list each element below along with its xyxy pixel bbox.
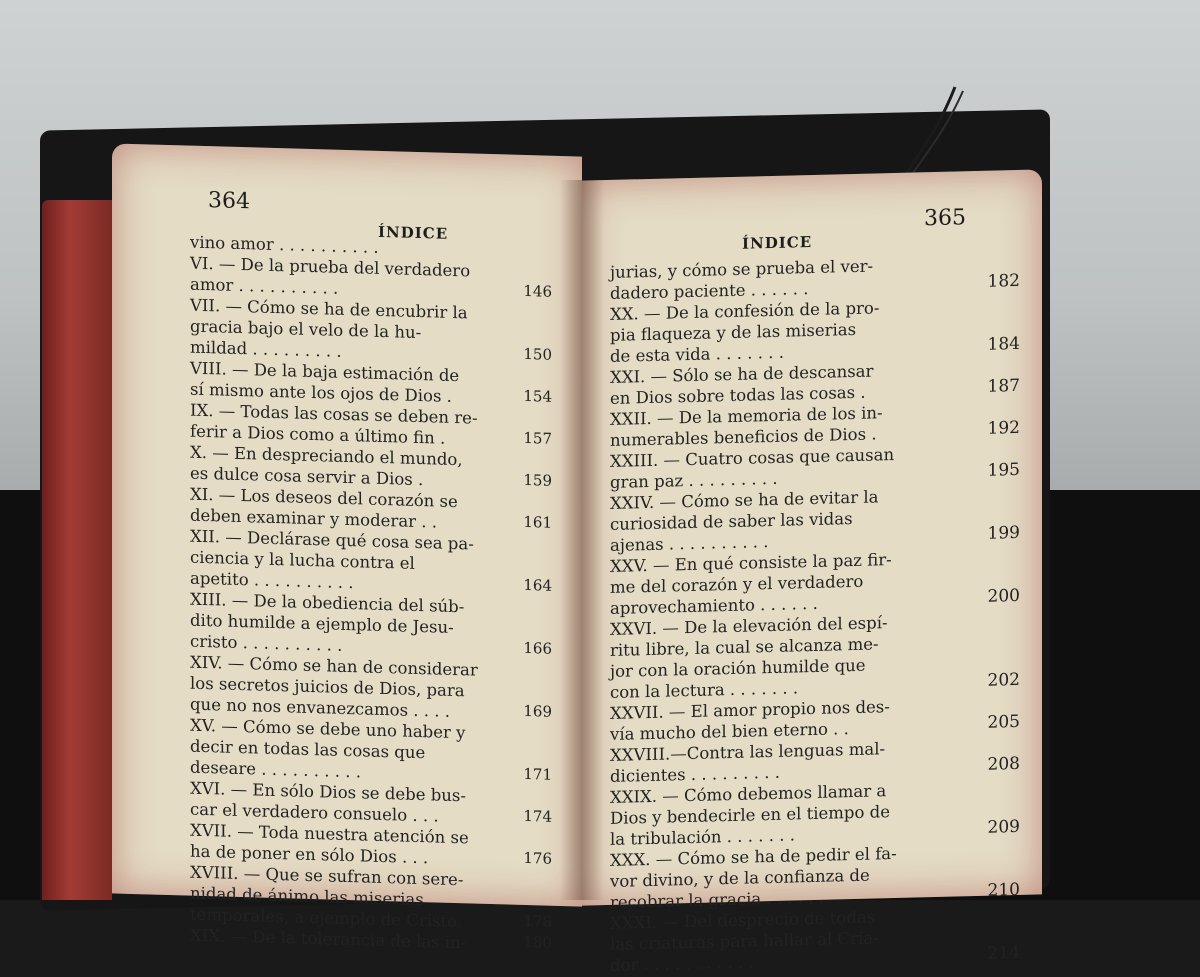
index-entry-line: amor . . . . . . . . . . (190, 274, 339, 298)
index-entry-line: XXVI. — De la elevación del espí- (610, 613, 888, 639)
index-entry-line: los secretos juicios de Dios, para (190, 673, 465, 701)
index-entry-page-number: 164 (523, 575, 552, 595)
index-entry-line: jor con la oración humilde que (610, 655, 866, 681)
index-entry-line: mildad . . . . . . . . . (190, 337, 342, 361)
index-entry-page-number: 178 (523, 911, 552, 931)
index-entry-line: XXII. — De la memoria de los in- (610, 403, 883, 429)
index-entry-line: ferir a Dios como a último fin . (190, 421, 446, 448)
index-entry-line: Dios y bendecirle en el tiempo de (610, 802, 891, 828)
index-entry-line: VIII. — De la baja estimación de (190, 358, 460, 386)
index-entry-line: decir en todas las cosas que (190, 736, 426, 763)
index-entry-line: XXXI. — Del desprecio de todas (610, 907, 876, 933)
index-entry (190, 715, 552, 788)
index-entry-page-number: 182 (987, 270, 1020, 292)
index-entry-line: pia flaqueza y de las miserias (610, 319, 857, 345)
index-entry-page-number: 214 (987, 942, 1020, 964)
index-entry-line: X. — En despreciando el mundo, (190, 442, 463, 470)
index-entry-line: sí mismo ante los ojos de Dios . (190, 379, 452, 406)
index-entry-page-number: 210 (987, 879, 1020, 901)
index-entry (610, 546, 1020, 619)
index-entry (190, 526, 552, 599)
index-entry-page-number: 180 (523, 932, 552, 952)
index-entry-line: ha de poner en sólo Dios . . . (190, 841, 429, 868)
index-entry-page-number: 199 (987, 522, 1020, 544)
index-entry-line: en Dios sobre todas las cosas . (610, 382, 866, 408)
index-entry-line: deben examinar y moderar . . (190, 505, 438, 532)
index-entry-line: vino amor . . . . . . . . . . (190, 232, 379, 257)
index-entry-page-number: 169 (523, 701, 552, 721)
index-entry-line: XIX. — De la tolerancia de las in- (190, 925, 467, 953)
index-entry-line: XXV. — En qué consiste la paz fir- (610, 550, 892, 576)
index-entry-page-number: 174 (523, 806, 552, 826)
index-entry-page-number: 171 (523, 764, 552, 784)
index-entry (190, 652, 552, 725)
index-entry-line: VI. — De la prueba del verdadero (190, 253, 471, 281)
index-entry-line: las criaturas para hallar al Cria- (610, 928, 879, 954)
index-entry-line: vía mucho del bien eterno . . (610, 719, 849, 744)
page-edges-red (42, 200, 112, 900)
index-entry-page-number: 166 (523, 638, 552, 658)
index-entry-line: es dulce cosa servir a Dios . (190, 463, 424, 490)
index-entry-line: curiosidad de saber las vidas (610, 509, 853, 534)
index-entry (610, 840, 1020, 913)
index-entry-line: car el verdadero consuelo . . . (190, 799, 439, 826)
index-entry-page-number: 209 (987, 816, 1020, 838)
index-entry-line: dito humilde a ejemplo de Jesu- (190, 610, 454, 637)
bookmark-thread (905, 85, 975, 175)
index-entry-page-number: 146 (523, 281, 552, 301)
index-entry-line: XVIII. — Que se sufran con sere- (190, 862, 464, 890)
index-entry-line: XIII. — De la obediencia del súb- (190, 589, 465, 617)
index-entry-line: XXIII. — Cuatro cosas que causan (610, 444, 895, 471)
page-header-left: ÍNDICE (378, 222, 449, 243)
right-page (582, 169, 1042, 975)
index-entry-line: XXIV. — Cómo se ha de evitar la (610, 487, 879, 513)
index-entry-line: vor divino, y de la confianza de (610, 865, 870, 891)
index-entry-line: numerables beneficios de Dios . (610, 424, 877, 450)
index-entry (610, 609, 1020, 703)
index-entry-line: XIV. — Cómo se han de considerar (190, 652, 478, 680)
index-entry-line: dadero paciente . . . . . . (610, 279, 809, 303)
index-entry-line: XVII. — Toda nuestra atención se (190, 820, 469, 848)
index-entry-page-number: 195 (987, 459, 1020, 481)
index-entry-line: deseare . . . . . . . . . . (190, 757, 361, 782)
index-entry-line: ajenas . . . . . . . . . . (610, 532, 769, 555)
index-entry-page-number: 184 (987, 333, 1020, 355)
index-entry-line: XI. — Los deseos del corazón se (190, 484, 458, 512)
index-entry-line: XX. — De la confesión de la pro- (610, 298, 880, 324)
page-header-right: ÍNDICE (742, 232, 813, 253)
index-entry (190, 589, 552, 662)
index-entry-page-number: 176 (523, 848, 552, 868)
index-entry-line: cristo . . . . . . . . . . (190, 631, 343, 655)
index-entry-line: XVI. — En sólo Dios se debe bus- (190, 778, 466, 806)
index-entry-line: ritu libre, la cual se alcanza me- (610, 634, 879, 660)
index-entry-page-number: 208 (987, 753, 1020, 775)
index-list-left (190, 232, 552, 956)
index-entry-page-number: 192 (987, 417, 1020, 439)
index-list-right (610, 252, 1020, 976)
index-entry-line: XXI. — Sólo se ha de descansar (610, 361, 874, 387)
index-entry-line: apetito . . . . . . . . . . (190, 568, 354, 593)
index-entry-line: XXX. — Cómo se ha de pedir el fa- (610, 843, 897, 870)
index-entry-page-number: 205 (987, 711, 1020, 733)
index-entry-line: XXVII. — El amor propio nos des- (610, 697, 890, 723)
index-entry (610, 294, 1020, 367)
index-entry (190, 862, 552, 935)
index-entry-line: jurias, y cómo se prueba el ver- (610, 256, 874, 282)
index-entry-line: de esta vida . . . . . . . (610, 342, 784, 366)
index-entry (610, 483, 1020, 556)
index-entry-line: XII. — Declárase qué cosa sea pa- (190, 526, 474, 554)
page-number-left: 364 (208, 188, 250, 215)
index-entry-line: nidad de ánimo las miserias (190, 883, 424, 910)
index-entry-line: recobrar la gracia . . . . . . (610, 887, 825, 912)
index-entry-page-number: 202 (987, 669, 1020, 691)
index-entry-line: que no nos envanezcamos . . . . (190, 694, 450, 721)
index-entry-page-number: 159 (523, 470, 552, 490)
index-entry-page-number: 200 (987, 585, 1020, 607)
index-entry-line: con la lectura . . . . . . . (610, 678, 799, 702)
index-entry-line: gracia bajo el velo de la hu- (190, 316, 422, 343)
index-entry-line: XV. — Cómo se debe uno haber y (190, 715, 466, 743)
left-page (112, 143, 582, 953)
index-entry-line: la tribulación . . . . . . . (610, 825, 795, 849)
index-entry-line: dor . . . . . . . . . . . (610, 952, 754, 975)
index-entry-line: ciencia y la lucha contra el (190, 547, 415, 573)
index-entry-page-number: 154 (523, 386, 552, 406)
index-entry-line: aprovechamiento . . . . . . (610, 593, 818, 618)
index-entry-line: XXIX. — Cómo debemos llamar a (610, 781, 887, 807)
index-entry (610, 903, 1020, 976)
book-gutter (560, 180, 604, 900)
page-number-right: 365 (924, 205, 966, 232)
index-entry-line: IX. — Todas las cosas se deben re- (190, 400, 478, 428)
index-entry (190, 295, 552, 368)
index-entry-line: VII. — Cómo se ha de encubrir la (190, 295, 468, 323)
index-entry-page-number: 187 (987, 375, 1020, 397)
index-entry-page-number: 161 (523, 512, 552, 532)
index-entry (610, 777, 1020, 850)
index-entry-line: XXVIII.—Contra las lenguas mal- (610, 739, 886, 765)
index-entry-line: dicientes . . . . . . . . . (610, 762, 781, 786)
index-entry-line: temporales, a ejemplo de Cristo. (190, 904, 463, 932)
index-entry-page-number: 150 (523, 344, 552, 364)
index-entry-line: me del corazón y el verdadero (610, 571, 864, 597)
index-entry-page-number: 157 (523, 428, 552, 448)
index-entry-line: gran paz . . . . . . . . . (610, 468, 778, 492)
